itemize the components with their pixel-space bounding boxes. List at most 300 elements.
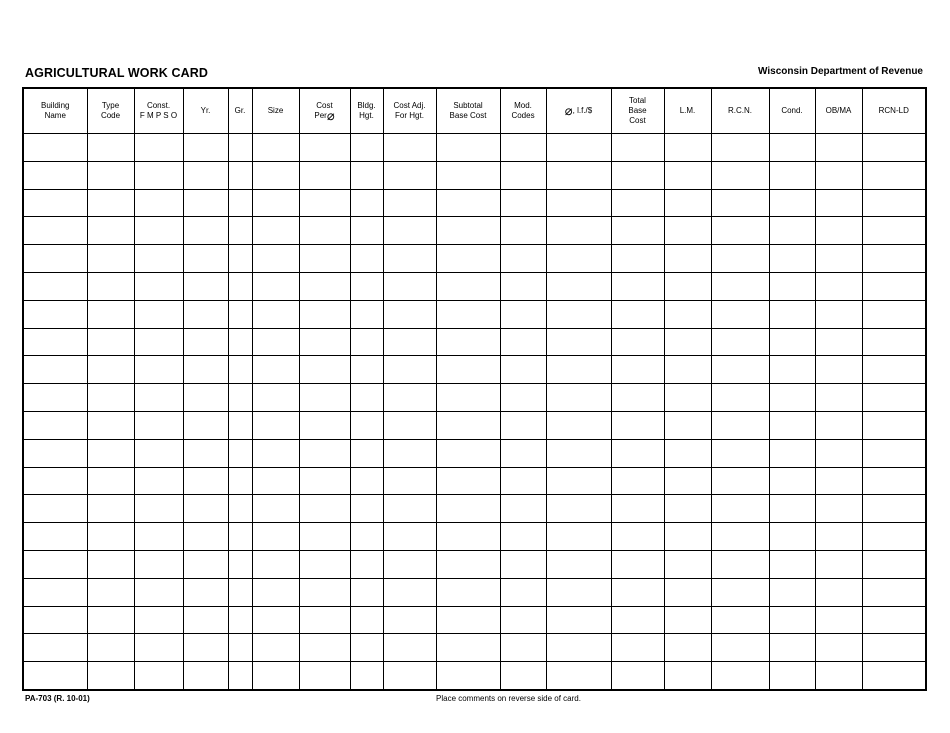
cell-cost-per[interactable] [299,550,350,578]
cell-yr[interactable] [183,662,228,690]
cell-cost-adj[interactable] [383,411,436,439]
cell-type-code[interactable] [87,662,134,690]
cell-const[interactable] [134,467,183,495]
cell-lf[interactable] [546,495,611,523]
cell-obma[interactable] [815,439,862,467]
cell-cond[interactable] [769,161,815,189]
cell-lm[interactable] [664,300,711,328]
cell-cost-adj[interactable] [383,634,436,662]
cell-rcn[interactable] [711,356,769,384]
cell-lf[interactable] [546,634,611,662]
cell-yr[interactable] [183,411,228,439]
cell-cond[interactable] [769,245,815,273]
cell-type-code[interactable] [87,134,134,162]
cell-lm[interactable] [664,411,711,439]
cell-yr[interactable] [183,272,228,300]
cell-mod-codes[interactable] [500,439,546,467]
cell-size[interactable] [252,272,299,300]
cell-type-code[interactable] [87,272,134,300]
cell-rcnld[interactable] [862,634,926,662]
cell-total-base[interactable] [611,439,664,467]
cell-subtotal[interactable] [436,300,500,328]
cell-bldg-hgt[interactable] [350,328,383,356]
cell-obma[interactable] [815,662,862,690]
cell-cost-adj[interactable] [383,217,436,245]
cell-building-name[interactable] [23,217,87,245]
cell-lf[interactable] [546,272,611,300]
cell-cond[interactable] [769,189,815,217]
cell-obma[interactable] [815,217,862,245]
cell-lm[interactable] [664,384,711,412]
cell-gr[interactable] [228,328,252,356]
cell-cost-adj[interactable] [383,356,436,384]
cell-const[interactable] [134,439,183,467]
cell-cost-per[interactable] [299,356,350,384]
cell-building-name[interactable] [23,189,87,217]
cell-bldg-hgt[interactable] [350,161,383,189]
cell-yr[interactable] [183,523,228,551]
cell-bldg-hgt[interactable] [350,439,383,467]
cell-cond[interactable] [769,217,815,245]
cell-lm[interactable] [664,189,711,217]
cell-rcnld[interactable] [862,245,926,273]
cell-mod-codes[interactable] [500,550,546,578]
cell-subtotal[interactable] [436,662,500,690]
cell-gr[interactable] [228,161,252,189]
cell-rcn[interactable] [711,300,769,328]
cell-total-base[interactable] [611,356,664,384]
cell-total-base[interactable] [611,634,664,662]
cell-mod-codes[interactable] [500,300,546,328]
cell-lm[interactable] [664,356,711,384]
cell-lf[interactable] [546,662,611,690]
cell-lm[interactable] [664,217,711,245]
cell-lf[interactable] [546,467,611,495]
cell-rcnld[interactable] [862,523,926,551]
cell-obma[interactable] [815,495,862,523]
cell-yr[interactable] [183,217,228,245]
cell-size[interactable] [252,161,299,189]
cell-mod-codes[interactable] [500,328,546,356]
cell-cond[interactable] [769,272,815,300]
cell-bldg-hgt[interactable] [350,245,383,273]
cell-mod-codes[interactable] [500,189,546,217]
cell-lf[interactable] [546,328,611,356]
cell-subtotal[interactable] [436,356,500,384]
cell-cond[interactable] [769,662,815,690]
cell-subtotal[interactable] [436,606,500,634]
cell-obma[interactable] [815,550,862,578]
cell-total-base[interactable] [611,217,664,245]
cell-type-code[interactable] [87,606,134,634]
cell-mod-codes[interactable] [500,467,546,495]
cell-lf[interactable] [546,384,611,412]
cell-building-name[interactable] [23,161,87,189]
cell-obma[interactable] [815,189,862,217]
cell-rcnld[interactable] [862,411,926,439]
cell-cost-per[interactable] [299,578,350,606]
cell-rcn[interactable] [711,134,769,162]
cell-subtotal[interactable] [436,384,500,412]
cell-size[interactable] [252,245,299,273]
cell-gr[interactable] [228,189,252,217]
cell-const[interactable] [134,161,183,189]
cell-total-base[interactable] [611,523,664,551]
cell-size[interactable] [252,578,299,606]
cell-building-name[interactable] [23,634,87,662]
cell-subtotal[interactable] [436,217,500,245]
cell-rcn[interactable] [711,439,769,467]
cell-total-base[interactable] [611,550,664,578]
cell-rcn[interactable] [711,272,769,300]
cell-gr[interactable] [228,134,252,162]
cell-size[interactable] [252,328,299,356]
cell-cost-adj[interactable] [383,384,436,412]
cell-total-base[interactable] [611,467,664,495]
cell-rcn[interactable] [711,523,769,551]
cell-cost-adj[interactable] [383,578,436,606]
cell-const[interactable] [134,217,183,245]
cell-bldg-hgt[interactable] [350,189,383,217]
cell-cost-per[interactable] [299,217,350,245]
cell-gr[interactable] [228,356,252,384]
cell-cost-per[interactable] [299,439,350,467]
cell-cost-per[interactable] [299,662,350,690]
cell-rcn[interactable] [711,217,769,245]
cell-const[interactable] [134,356,183,384]
cell-total-base[interactable] [611,161,664,189]
cell-const[interactable] [134,328,183,356]
cell-size[interactable] [252,662,299,690]
cell-lf[interactable] [546,356,611,384]
cell-rcnld[interactable] [862,606,926,634]
cell-mod-codes[interactable] [500,662,546,690]
cell-rcnld[interactable] [862,217,926,245]
cell-lf[interactable] [546,134,611,162]
cell-bldg-hgt[interactable] [350,634,383,662]
cell-total-base[interactable] [611,328,664,356]
cell-rcn[interactable] [711,161,769,189]
cell-size[interactable] [252,356,299,384]
cell-rcn[interactable] [711,606,769,634]
cell-type-code[interactable] [87,217,134,245]
cell-yr[interactable] [183,578,228,606]
cell-cost-per[interactable] [299,300,350,328]
cell-lf[interactable] [546,189,611,217]
cell-cond[interactable] [769,439,815,467]
cell-rcnld[interactable] [862,134,926,162]
cell-size[interactable] [252,134,299,162]
cell-rcn[interactable] [711,245,769,273]
cell-bldg-hgt[interactable] [350,578,383,606]
cell-bldg-hgt[interactable] [350,300,383,328]
cell-total-base[interactable] [611,384,664,412]
cell-mod-codes[interactable] [500,217,546,245]
cell-const[interactable] [134,134,183,162]
cell-const[interactable] [134,384,183,412]
cell-subtotal[interactable] [436,550,500,578]
cell-const[interactable] [134,245,183,273]
cell-building-name[interactable] [23,495,87,523]
cell-bldg-hgt[interactable] [350,523,383,551]
cell-yr[interactable] [183,134,228,162]
cell-type-code[interactable] [87,189,134,217]
cell-rcnld[interactable] [862,467,926,495]
cell-type-code[interactable] [87,161,134,189]
cell-cost-per[interactable] [299,384,350,412]
cell-subtotal[interactable] [436,189,500,217]
cell-lm[interactable] [664,272,711,300]
cell-cond[interactable] [769,495,815,523]
cell-lf[interactable] [546,217,611,245]
cell-total-base[interactable] [611,134,664,162]
cell-building-name[interactable] [23,606,87,634]
cell-cost-per[interactable] [299,328,350,356]
cell-cost-adj[interactable] [383,272,436,300]
cell-subtotal[interactable] [436,134,500,162]
cell-gr[interactable] [228,300,252,328]
cell-cost-adj[interactable] [383,662,436,690]
cell-const[interactable] [134,550,183,578]
cell-lf[interactable] [546,300,611,328]
cell-rcn[interactable] [711,495,769,523]
cell-obma[interactable] [815,161,862,189]
cell-cost-adj[interactable] [383,189,436,217]
cell-lf[interactable] [546,550,611,578]
cell-gr[interactable] [228,550,252,578]
cell-bldg-hgt[interactable] [350,134,383,162]
cell-obma[interactable] [815,356,862,384]
cell-gr[interactable] [228,578,252,606]
cell-lm[interactable] [664,550,711,578]
cell-mod-codes[interactable] [500,606,546,634]
cell-cost-adj[interactable] [383,439,436,467]
cell-rcn[interactable] [711,662,769,690]
cell-mod-codes[interactable] [500,161,546,189]
cell-lm[interactable] [664,328,711,356]
cell-obma[interactable] [815,272,862,300]
cell-cond[interactable] [769,467,815,495]
cell-cost-per[interactable] [299,634,350,662]
cell-cond[interactable] [769,550,815,578]
cell-cond[interactable] [769,134,815,162]
cell-const[interactable] [134,523,183,551]
cell-total-base[interactable] [611,495,664,523]
cell-bldg-hgt[interactable] [350,356,383,384]
cell-subtotal[interactable] [436,439,500,467]
cell-total-base[interactable] [611,578,664,606]
cell-const[interactable] [134,606,183,634]
cell-building-name[interactable] [23,328,87,356]
cell-obma[interactable] [815,606,862,634]
cell-building-name[interactable] [23,411,87,439]
cell-yr[interactable] [183,606,228,634]
cell-type-code[interactable] [87,300,134,328]
cell-gr[interactable] [228,272,252,300]
cell-gr[interactable] [228,411,252,439]
cell-cost-adj[interactable] [383,161,436,189]
cell-const[interactable] [134,662,183,690]
cell-rcnld[interactable] [862,439,926,467]
cell-bldg-hgt[interactable] [350,495,383,523]
cell-total-base[interactable] [611,272,664,300]
cell-size[interactable] [252,495,299,523]
cell-lm[interactable] [664,467,711,495]
cell-gr[interactable] [228,662,252,690]
cell-rcnld[interactable] [862,300,926,328]
cell-type-code[interactable] [87,578,134,606]
cell-size[interactable] [252,467,299,495]
cell-rcnld[interactable] [862,384,926,412]
cell-total-base[interactable] [611,300,664,328]
cell-building-name[interactable] [23,300,87,328]
cell-building-name[interactable] [23,550,87,578]
cell-bldg-hgt[interactable] [350,467,383,495]
cell-lm[interactable] [664,662,711,690]
cell-const[interactable] [134,272,183,300]
cell-rcnld[interactable] [862,495,926,523]
cell-rcnld[interactable] [862,578,926,606]
cell-mod-codes[interactable] [500,578,546,606]
cell-rcn[interactable] [711,578,769,606]
cell-const[interactable] [134,634,183,662]
cell-size[interactable] [252,606,299,634]
cell-cost-per[interactable] [299,495,350,523]
cell-rcnld[interactable] [862,356,926,384]
cell-yr[interactable] [183,384,228,412]
cell-size[interactable] [252,217,299,245]
cell-cost-adj[interactable] [383,467,436,495]
cell-cost-adj[interactable] [383,245,436,273]
cell-building-name[interactable] [23,578,87,606]
cell-rcn[interactable] [711,467,769,495]
cell-cond[interactable] [769,606,815,634]
cell-gr[interactable] [228,245,252,273]
cell-yr[interactable] [183,634,228,662]
cell-lf[interactable] [546,411,611,439]
cell-gr[interactable] [228,634,252,662]
cell-lf[interactable] [546,245,611,273]
cell-type-code[interactable] [87,523,134,551]
cell-type-code[interactable] [87,411,134,439]
cell-yr[interactable] [183,550,228,578]
cell-yr[interactable] [183,439,228,467]
cell-lm[interactable] [664,523,711,551]
cell-cond[interactable] [769,328,815,356]
cell-obma[interactable] [815,300,862,328]
cell-cost-per[interactable] [299,606,350,634]
cell-cost-per[interactable] [299,134,350,162]
cell-cost-per[interactable] [299,523,350,551]
cell-cost-adj[interactable] [383,300,436,328]
cell-cost-per[interactable] [299,161,350,189]
cell-type-code[interactable] [87,467,134,495]
cell-subtotal[interactable] [436,578,500,606]
cell-building-name[interactable] [23,523,87,551]
cell-rcnld[interactable] [862,328,926,356]
cell-building-name[interactable] [23,467,87,495]
cell-total-base[interactable] [611,662,664,690]
cell-size[interactable] [252,189,299,217]
cell-bldg-hgt[interactable] [350,662,383,690]
cell-cost-adj[interactable] [383,328,436,356]
cell-bldg-hgt[interactable] [350,384,383,412]
cell-mod-codes[interactable] [500,356,546,384]
cell-subtotal[interactable] [436,523,500,551]
cell-lm[interactable] [664,245,711,273]
cell-obma[interactable] [815,134,862,162]
cell-type-code[interactable] [87,439,134,467]
cell-bldg-hgt[interactable] [350,606,383,634]
cell-type-code[interactable] [87,384,134,412]
cell-const[interactable] [134,189,183,217]
cell-mod-codes[interactable] [500,272,546,300]
cell-obma[interactable] [815,467,862,495]
cell-lm[interactable] [664,439,711,467]
cell-type-code[interactable] [87,550,134,578]
cell-lf[interactable] [546,439,611,467]
cell-lf[interactable] [546,161,611,189]
cell-rcn[interactable] [711,550,769,578]
cell-type-code[interactable] [87,328,134,356]
cell-cost-per[interactable] [299,272,350,300]
cell-size[interactable] [252,634,299,662]
cell-building-name[interactable] [23,272,87,300]
cell-subtotal[interactable] [436,328,500,356]
cell-bldg-hgt[interactable] [350,550,383,578]
cell-building-name[interactable] [23,245,87,273]
cell-size[interactable] [252,411,299,439]
cell-bldg-hgt[interactable] [350,217,383,245]
cell-lf[interactable] [546,606,611,634]
cell-yr[interactable] [183,467,228,495]
cell-size[interactable] [252,550,299,578]
cell-gr[interactable] [228,523,252,551]
cell-yr[interactable] [183,245,228,273]
cell-building-name[interactable] [23,439,87,467]
cell-mod-codes[interactable] [500,495,546,523]
cell-cost-per[interactable] [299,411,350,439]
cell-gr[interactable] [228,384,252,412]
cell-rcn[interactable] [711,328,769,356]
cell-mod-codes[interactable] [500,134,546,162]
cell-cond[interactable] [769,411,815,439]
cell-yr[interactable] [183,300,228,328]
cell-rcn[interactable] [711,189,769,217]
cell-size[interactable] [252,439,299,467]
cell-cond[interactable] [769,634,815,662]
cell-gr[interactable] [228,439,252,467]
cell-total-base[interactable] [611,411,664,439]
cell-type-code[interactable] [87,495,134,523]
cell-rcnld[interactable] [862,161,926,189]
cell-mod-codes[interactable] [500,634,546,662]
cell-building-name[interactable] [23,356,87,384]
cell-lm[interactable] [664,578,711,606]
cell-cost-per[interactable] [299,467,350,495]
cell-const[interactable] [134,411,183,439]
cell-size[interactable] [252,523,299,551]
cell-total-base[interactable] [611,606,664,634]
cell-subtotal[interactable] [436,634,500,662]
cell-mod-codes[interactable] [500,245,546,273]
cell-lm[interactable] [664,606,711,634]
cell-gr[interactable] [228,467,252,495]
cell-obma[interactable] [815,384,862,412]
cell-rcn[interactable] [711,384,769,412]
cell-lf[interactable] [546,523,611,551]
cell-gr[interactable] [228,606,252,634]
